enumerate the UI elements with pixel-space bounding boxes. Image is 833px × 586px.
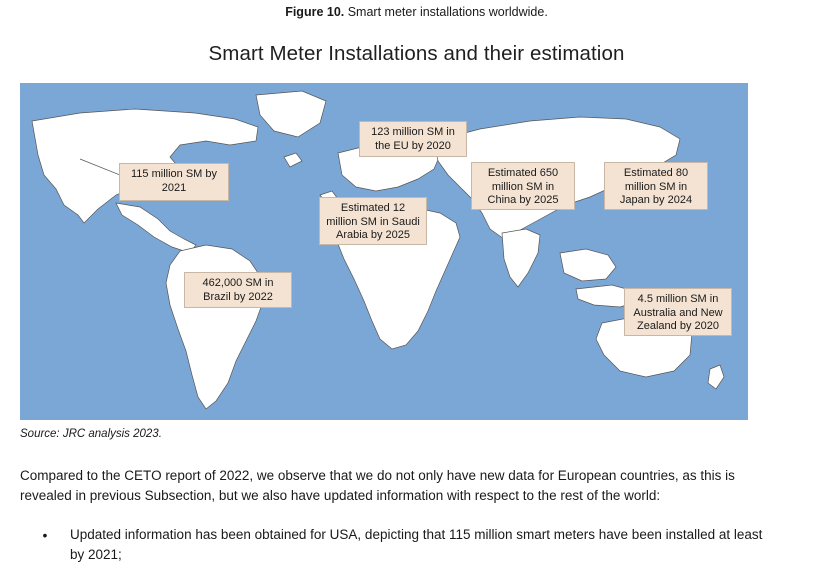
source-note: Source: JRC analysis 2023. xyxy=(20,428,162,440)
new-zealand-path xyxy=(708,365,724,389)
callout-china: Estimated 650 million SM in China by 2025 xyxy=(471,162,575,210)
callout-eu: 123 million SM in the EU by 2020 xyxy=(359,121,467,157)
south-america-path xyxy=(166,245,264,409)
callout-usa: 115 million SM by 2021 xyxy=(119,163,229,201)
bullet-text: Updated information has been obtained for USA, depicting that 115 million smart meters have been installed at least by 2021; xyxy=(70,527,763,562)
list-item xyxy=(20,525,780,565)
central-america-path xyxy=(116,203,196,253)
india-path xyxy=(502,229,540,287)
figure-caption-text: Smart meter installations worldwide. xyxy=(344,5,548,19)
bullet-list xyxy=(20,525,780,565)
figure-caption xyxy=(0,4,833,20)
body-paragraph: Compared to the CETO report of 2022, we observe that we do not only have new data for European countries, as this is revealed in previous Subsection, but we also have updated information with respect to the rest of the world: xyxy=(20,468,735,503)
southeast-asia-path xyxy=(560,249,616,281)
island-path-2 xyxy=(284,153,302,167)
callout-anz: 4.5 million SM in Australia and New Zealand by 2020 xyxy=(624,288,732,336)
world-map xyxy=(20,83,748,420)
chart-title: Smart Meter Installations and their estimation xyxy=(208,42,625,65)
callout-brazil: 462,000 SM in Brazil by 2022 xyxy=(184,272,292,308)
figure-number: Figure 10. xyxy=(285,5,345,19)
greenland-path xyxy=(256,91,326,137)
callout-saudi: Estimated 12 million SM in Saudi Arabia by 2025 xyxy=(319,197,427,245)
bullet-marker: • xyxy=(42,527,48,543)
callout-japan: Estimated 80 million SM in Japan by 2024 xyxy=(604,162,708,210)
